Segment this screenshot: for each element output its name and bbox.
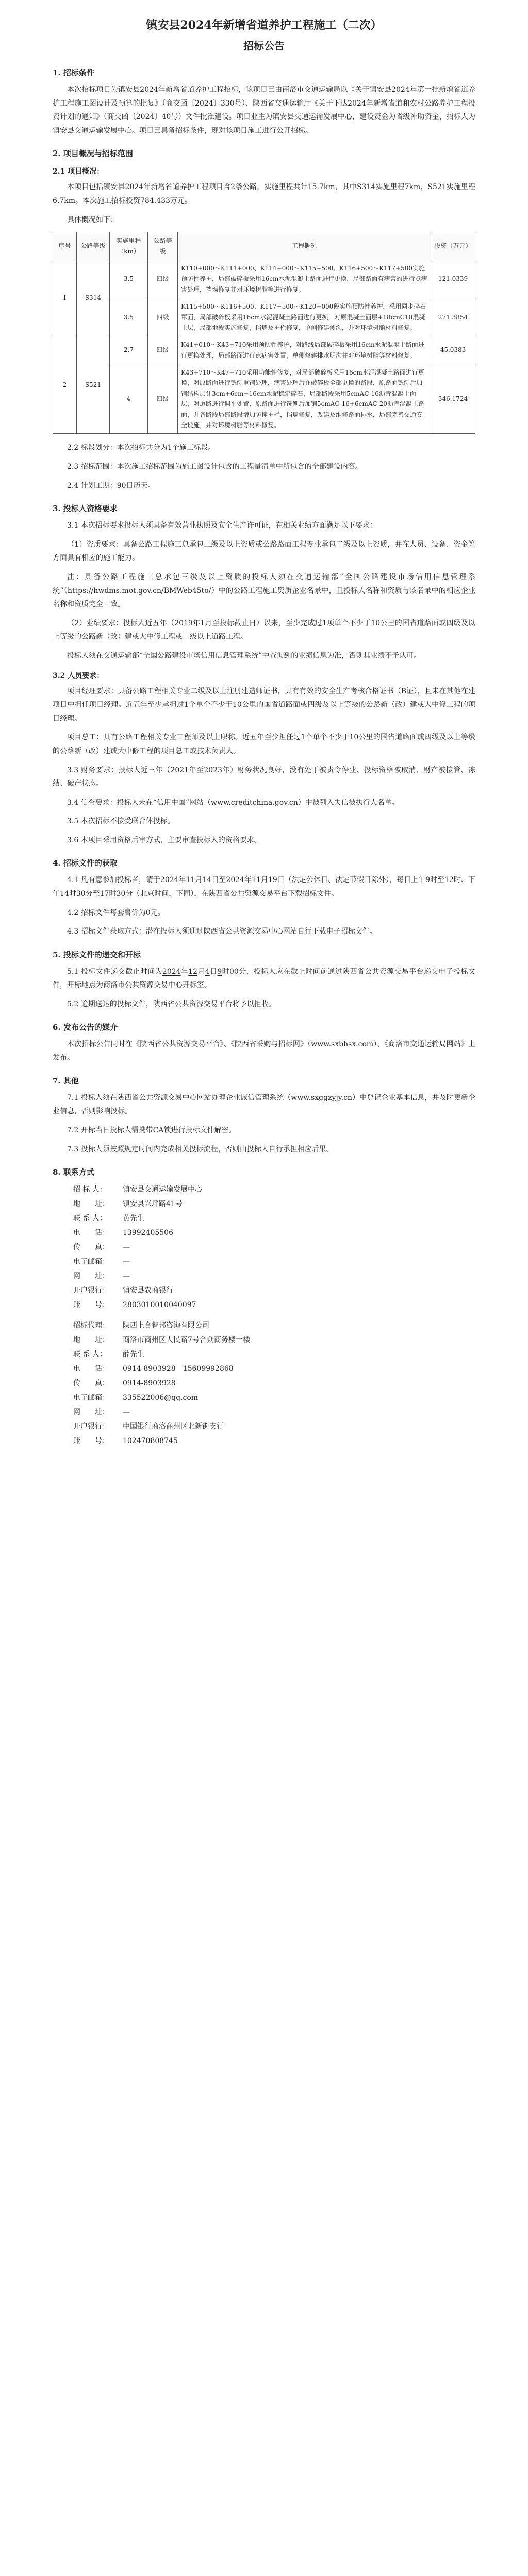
table-cell-desc: K115+500～K116+500、K117+500～K120+000段实施预防性养护，采用同步碎石罩面，局部破碎板采用16cm水泥混凝土路面进行更换，对原混凝土面层+18cmC10混凝土层，局部地段实施修复，挡墙及护栏修复，单侧修建侧沟，并对环境树脂材料修复。 bbox=[178, 298, 431, 336]
section-3-p10: 3.5 本次招标不接受联合体投标。 bbox=[67, 817, 175, 826]
section-4-p3: 4.3 招标文件获取方式：潜在投标人须通过陕西省公共资源交易中心网站自行下载电子招标文件。 bbox=[67, 927, 377, 936]
section-3-p3: 注：具备公路工程施工总承包三级及以上资质的投标人须在交通运输部“全国公路建设市场信用信息管理系统”（https://hwdms.mot.gov.cn/BMWeb45to/）中的公路工程施工资质企业名录中，且投标人名称和资质与该名录中的相应企业名称和资质完全一致。 bbox=[53, 572, 475, 609]
contact-row: 招 标 人： 镇安县交通运输发展中心 bbox=[73, 1185, 202, 1194]
section-heading-2: 2. 项目概况与招标范围 bbox=[53, 149, 133, 159]
section-3-p9: 3.4 信誉要求：投标人未在“信用中国”网站（www.creditchina.gov.cn）中被列入失信被执行人名单。 bbox=[67, 798, 399, 807]
section-5-p1: 5.1 投标文件递交截止时间为2024年12月4日9时00分，投标人应在截止时间前通过陕西省公共资源交易平台递交电子投标文件，开标地点为商洛市公共资源交易中心开标室。 bbox=[53, 967, 476, 990]
table-cell-length: 4 bbox=[110, 364, 148, 434]
page-title: 镇安县2024年新增省道养护工程施工（二次） bbox=[146, 19, 382, 32]
table-cell-desc: K41+010～K43+710采用预防性养护，对路线局部破碎板采用16cm水泥混凝土路面进行更换处理，局部路面进行点病害处置，单侧修建排水明沟并对环境树脂等材料修复。 bbox=[178, 336, 431, 364]
section-4-p1: 4.1 凡有意参加投标者，请于2024年11月14日至2024年11月19日（法定公休日、法定节假日除外），每日上午9时至12时、下午14时30分至17时30分（北京时间，下同），在陕西省公共资源交易平台下载招标文件。 bbox=[53, 876, 476, 899]
table-cell-no: 2 bbox=[53, 336, 77, 434]
table-row bbox=[53, 336, 475, 364]
table-cell-road: S521 bbox=[77, 336, 110, 434]
agent-row: 联 系 人： 薛先生 bbox=[73, 1350, 144, 1359]
table-header-cell: 投资（万元） bbox=[431, 232, 475, 260]
section-7-p1: 7.1 投标人须在陕西省公共资源交易中心网站办理企业诚信管理系统（www.sxggzyjy.cn）中登记企业基本信息，并及时更新企业信息，否则影响投标。 bbox=[53, 1093, 475, 1116]
contact-row: 开户银行： 镇安县农商银行 bbox=[73, 1286, 173, 1295]
section-7-p3: 7.3 投标人须按照规定时间内完成相关投标流程，否则由投标人自行承担相应后果。 bbox=[67, 1145, 334, 1154]
contact-row: 传 真： — bbox=[73, 1243, 130, 1252]
agent-row: 招标代理： 陕西上合智邦咨询有限公司 bbox=[73, 1321, 209, 1330]
section-3-p6: 项目经理要求：具备公路工程相关专业二级及以上注册建造师证书，具有有效的安全生产考核合格证书（B证），且未在其他在建项目中担任项目经理。近五年至少承担过1个单个不少于10公里的国省道路面或四级及以上等级的公路新（改）建或大中修工程的项目经理。 bbox=[53, 687, 475, 723]
contact-row: 电 话： 13992405506 bbox=[73, 1229, 173, 1238]
table-cell-no: 1 bbox=[53, 260, 77, 336]
table-cell-length: 3.5 bbox=[110, 298, 148, 336]
table-cell-desc: K110+000～K111+000、K114+000～K115+500、K116+500～K117+500实施预防性养护，局部破碎板采用16cm水泥混凝土路面进行更换，局部路面有病害的进行点病害处理，挡墙修复并对环境树脂等进行修复。 bbox=[178, 260, 431, 298]
table-cell-amount: 346.1724 bbox=[431, 364, 475, 434]
section-heading-1: 1. 招标条件 bbox=[53, 68, 94, 77]
section-5-p2: 5.2 逾期送达的投标文件，陕西省公共资源交易平台将予以拒收。 bbox=[67, 1000, 276, 1009]
table-cell-grade: 四级 bbox=[148, 298, 178, 336]
table-row bbox=[53, 364, 475, 434]
section-heading-3: 3. 投标人资格要求 bbox=[53, 504, 118, 514]
table-cell-grade: 四级 bbox=[148, 336, 178, 364]
page-subtitle: 招标公告 bbox=[243, 40, 285, 52]
section-3-p1: 3.1 本次招标要求投标人须具备有效营业执照及安全生产许可证，在相关业绩方面满足以下要求： bbox=[67, 521, 377, 530]
section-heading-7: 7. 其他 bbox=[53, 1076, 79, 1086]
contact-row: 网 址： — bbox=[73, 1272, 130, 1281]
section-heading-5: 5. 投标文件的递交和开标 bbox=[53, 950, 141, 959]
table-header-cell: 公路等级 bbox=[148, 232, 178, 260]
section-3-p11: 3.6 本项目采用资格后审方式，主要审查投标人的资格要求。 bbox=[67, 836, 261, 844]
table-header-cell: 实施里程（km） bbox=[110, 232, 148, 260]
project-table bbox=[53, 232, 475, 434]
table-cell-desc: K43+710～K47+710采用功能性修复，对局部破碎板采用16cm水泥混凝土路面进行更换，对原路面进行铣刨重铺处理，病害处理后在破碎板全部更换的路段，原路面铣刨后加铺结构层计3cm+6cm+16cm水泥稳定碎石，局部路段采用5cmAC-16沥青混凝土面层，对道路进行调平处置，原路面进行铣刨后加铺5cmAC-16+6cmAC-20沥青混凝土路面，并各路段局部路段增加防撞护栏，挡墙修复，改建及维修路面排水，局部完善交通安全设施，并对环境树脂等材料修复。 bbox=[178, 364, 431, 434]
table-cell-road: S314 bbox=[77, 260, 110, 336]
table-cell-length: 3.5 bbox=[110, 260, 148, 298]
agent-row: 传 真： 0914-8903928 bbox=[73, 1379, 176, 1388]
section-heading-4: 4. 招标文件的获取 bbox=[53, 858, 118, 868]
agent-row: 电子邮箱： 335522006@qq.com bbox=[73, 1394, 199, 1402]
table-cell-amount: 45.0383 bbox=[431, 336, 475, 364]
section-heading-6: 6. 发布公告的媒介 bbox=[53, 1022, 118, 1032]
section-3-p7: 项目总工：具有公路工程相关专业工程师及以上职称。近五年至少担任过1个单个不少于10公里的国省道路面或四级及以上等级的公路新（改）建或大中修工程的项目总工或技术负责人。 bbox=[53, 733, 475, 755]
section-heading-8: 8. 联系方式 bbox=[53, 1167, 94, 1177]
table-header-cell: 工程概况 bbox=[178, 232, 431, 260]
section-2-p2: 具体概况如下： bbox=[67, 215, 118, 224]
section-7-p2: 7.2 开标当日投标人需携带CA锁进行投标文件解密。 bbox=[67, 1126, 236, 1134]
section-3-p8: 3.3 财务要求：投标人近三年（2021年至2023年）财务状况良好，没有处于被责令停业、投标资格被取消、财产被接管、冻结、破产状态。 bbox=[53, 766, 475, 788]
section-3-p4: （2）业绩要求：投标人近五年（2019年1月至投标截止日）以来，至少完成过1项单个不少于10公里的国省道路面或四级及以上等级的公路新（改）建或大中修工程或二级以上道路工程。 bbox=[53, 619, 475, 641]
table-header-cell: 序号 bbox=[53, 232, 77, 260]
table-row bbox=[53, 260, 475, 298]
table-header-cell: 公路等级 bbox=[77, 232, 110, 260]
contact-row: 地 址： 镇安县兴坪路41号 bbox=[73, 1200, 183, 1209]
table-header-row bbox=[53, 232, 475, 260]
contact-row: 电子邮箱： — bbox=[73, 1258, 130, 1266]
table-cell-amount: 121.0339 bbox=[431, 260, 475, 298]
table-cell-amount: 271.3854 bbox=[431, 298, 475, 336]
table-cell-length: 2.7 bbox=[110, 336, 148, 364]
contact-row: 账 号： 2803010010040097 bbox=[73, 1301, 196, 1310]
table-cell-grade: 四级 bbox=[148, 260, 178, 298]
section-6-body: 本次招标公告同时在《陕西省公共资源交易平台》、《陕西省采购与招标网》（www.sxbhsx.com）、《商洛市交通运输局网站》上发布。 bbox=[53, 1040, 475, 1062]
section-3-p5: 投标人须在交通运输部“全国公路建设市场信用信息管理系统”中查询到的业绩信息为准，否则其业绩不予认可。 bbox=[67, 651, 421, 660]
announcement-page bbox=[53, 0, 475, 1503]
agent-row: 账 号： 102470808745 bbox=[73, 1437, 178, 1446]
section-2-p3: 2.2 标段划分：本次招标共分为1个施工标段。 bbox=[67, 444, 216, 452]
section-3-p2: （1）资质要求：具备公路工程施工总承包三级及以上资质或公路路面工程专业承包二级及以上资质，并在人员、设备、资金等方面具有相应的施工能力。 bbox=[53, 540, 475, 563]
table-cell-grade: 四级 bbox=[148, 364, 178, 434]
section-2-p1: 本项目包括镇安县2024年新增省道养护工程项目含2条公路，实施里程共计15.7km，其中S314实施里程7km，S521实施里程6.7km。本次施工招标投资784.433万元。 bbox=[53, 183, 475, 205]
agent-row: 开户银行： 中国银行商洛商州区北新街支行 bbox=[73, 1422, 224, 1431]
section-4-p2: 4.2 招标文件每套售价为0元。 bbox=[67, 908, 165, 917]
section-2-p4: 2.3 招标范围：本次施工招标范围为施工图设计包含的工程量清单中所包含的全部建设内容。 bbox=[67, 463, 362, 471]
agent-row: 地 址： 商洛市商州区人民路7号合众商务楼一楼 bbox=[73, 1336, 250, 1345]
agent-row: 电 话： 0914-8903928 15609992868 bbox=[73, 1365, 234, 1374]
contact-block bbox=[73, 1182, 475, 1448]
subsection-2-1: 2.1 项目概况： bbox=[53, 167, 104, 176]
agent-row: 网 址： — bbox=[73, 1408, 130, 1417]
table-row bbox=[53, 298, 475, 336]
contact-row: 联 系 人： 黄先生 bbox=[73, 1214, 144, 1223]
section-1-body: 本次招标项目为镇安县2024年新增省道养护工程招标，该项目已由商洛市交通运输局以《关于镇安县2024年第一批新增省道养护工程施工图设计及预算的批复》（商交函〔2024〕330号）、陕西省交通运输厅《关于下达2024年新增省道和农村公路养护工程投资计划的通知》（商交函〔2024〕40号）文件批准建设。项目业主为镇安县交通运输发展中心，建设资金为省级补助资金，招标人为镇安县交通运输发展中心。项目已具备招标条件，现对该项目施工进行公开招标。 bbox=[53, 86, 475, 135]
subsection-3-2: 3.2 人员要求： bbox=[53, 671, 104, 680]
section-2-p5: 2.4 计划工期：90日历天。 bbox=[67, 481, 155, 490]
